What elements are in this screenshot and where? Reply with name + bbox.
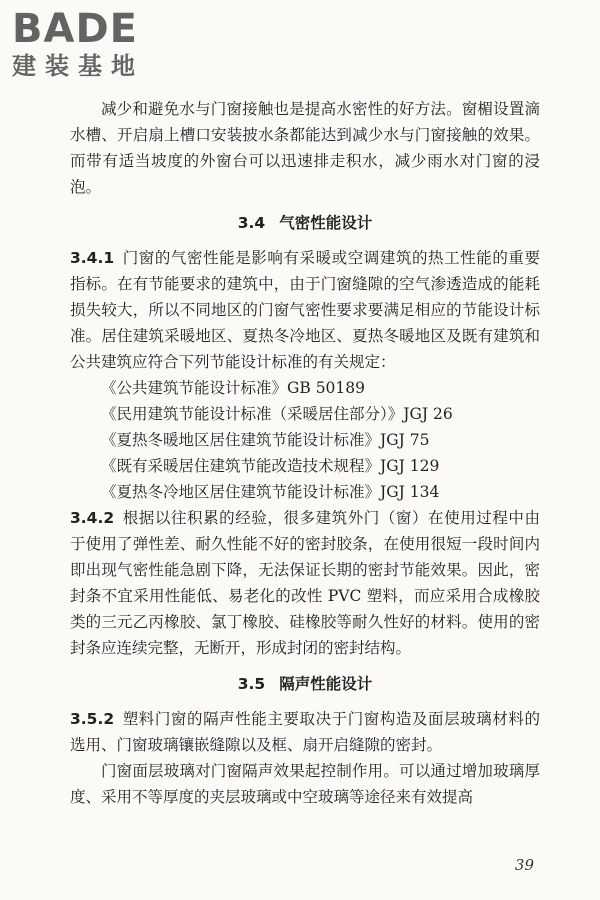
intro-paragraph: 减少和避免水与门窗接触也是提高水密性的好方法。窗楣设置滴水槽、开启扇上槽口安装披水条都能达到减少水与门窗接触的效果。而带有适当坡度的外窗台可以迅速排走积水，减少雨水对门窗的浸泡。	[70, 100, 540, 196]
section-heading-3-4	[70, 210, 540, 236]
logo-subtitle: 建装基地	[12, 52, 144, 80]
bade-logo	[12, 8, 182, 80]
section-heading-3-5	[70, 671, 540, 697]
clause-text: 门窗的气密性能是影响有采暖或空调建筑的热工性能的重要指标。在有节能要求的建筑中，由于门窗缝隙的空气渗透造成的能耗损失较大，所以不同地区的门窗气密性要求要满足相应的节能设计标准。居住建筑采暖地区、夏热冬冷地区、夏热冬暖地区及既有建筑和公共建筑应符合下列节能设计标准的有关规定：	[70, 249, 540, 371]
page-number: 39	[514, 856, 534, 874]
glass-paragraph: 门窗面层玻璃对门窗隔声效果起控制作用。可以通过增加玻璃厚度、采用不等厚度的夹层玻璃或中空玻璃等途径来有效提高	[70, 762, 540, 806]
section-title: 气密性能设计	[279, 213, 373, 232]
standard-item: 《夏热冬冷地区居住建筑节能设计标准》JGJ 134	[101, 483, 440, 501]
clause-text: 根据以往积累的经验，很多建筑外门（窗）在使用过程中由于使用了弹性差、耐久性能不好的密封胶条，在使用很短一段时间内即出现气密性能急剧下降，无法保证长期的密封节能效果。因此，密封条不宜采用性能低、易老化的改性 PVC 塑料，而应采用合成橡胶类的三元乙丙橡胶、氯丁橡胶、硅橡胶等耐久性好的材料。使用的密封条应连续完整，无断开，形成封闭的密封结构。	[70, 509, 540, 657]
clause-3-4-1	[70, 245, 540, 375]
clause-number: 3.5.2	[70, 710, 115, 728]
clause-text: 塑料门窗的隔声性能主要取决于门窗构造及面层玻璃材料的选用、门窗玻璃镶嵌缝隙以及框、扇开启缝隙的密封。	[70, 710, 540, 754]
section-title: 隔声性能设计	[279, 674, 373, 693]
standard-item: 《既有采暖居住建筑节能改造技术规程》JGJ 129	[101, 457, 440, 475]
standards-list	[70, 375, 540, 505]
clause-number: 3.4.2	[70, 509, 115, 527]
clause-3-4-2	[70, 505, 540, 661]
section-number: 3.5	[237, 675, 266, 693]
clause-number: 3.4.1	[70, 249, 115, 267]
clause-3-5-2	[70, 706, 540, 758]
standard-item: 《公共建筑节能设计标准》GB 50189	[101, 379, 366, 397]
logo-wordmark: BADE	[12, 6, 138, 52]
section-number: 3.4	[237, 214, 266, 232]
standard-item: 《民用建筑节能设计标准（采暖居住部分）》JGJ 26	[101, 405, 453, 423]
document-body	[70, 96, 540, 810]
standard-item: 《夏热冬暖地区居住建筑节能设计标准》JGJ 75	[101, 431, 430, 449]
